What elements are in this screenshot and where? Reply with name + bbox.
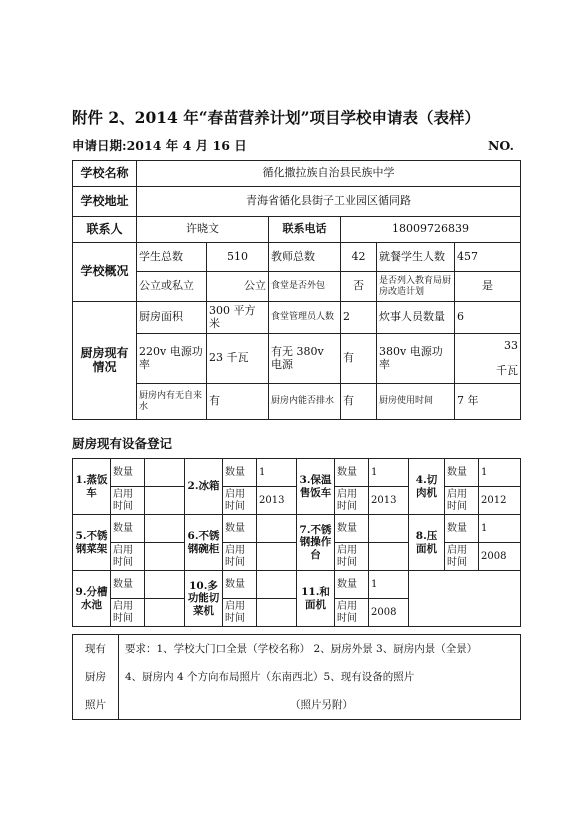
equipment-qty-label: 数量	[223, 515, 257, 543]
equipment-year: 2008	[369, 599, 409, 627]
school-name: 循化撒拉族自治县民族中学	[137, 161, 521, 187]
cooks-label: 炊事人员数量	[377, 302, 455, 334]
equipment-name: 6.不锈钢碗柜	[185, 515, 223, 571]
equipment-qty	[369, 515, 409, 543]
equipment-year	[257, 599, 297, 627]
equipment-year	[145, 487, 185, 515]
equipment-qty-label: 数量	[223, 571, 257, 599]
equipment-year: 2008	[479, 543, 521, 571]
equipment-qty	[257, 515, 297, 543]
equipment-time-label: 启用时间	[223, 543, 257, 571]
teachers-label: 教师总数	[269, 243, 341, 272]
equipment-qty-label: 数量	[335, 571, 369, 599]
form-title: 附件 2、2014 年“春苗营养计划”项目学校申请表（表样）	[72, 108, 481, 127]
diners-count: 457	[455, 243, 521, 272]
school-address-label: 学校地址	[73, 187, 137, 217]
drain-label: 厨房内能否排水	[269, 384, 341, 420]
equipment-time-label: 启用时间	[335, 543, 369, 571]
power380-label: 380v 电源功率	[377, 334, 455, 384]
has380: 有	[341, 334, 377, 384]
equipment-year: 2013	[369, 487, 409, 515]
equipment-qty: 1	[479, 515, 521, 543]
equipment-name: 10.多功能切菜机	[185, 571, 223, 627]
school-info-table	[72, 160, 521, 420]
equipment-year	[257, 543, 297, 571]
equipment-time-label: 启用时间	[445, 543, 479, 571]
water: 有	[207, 384, 269, 420]
equipment-time-label: 启用时间	[223, 599, 257, 627]
kitchen-area-label: 厨房面积	[137, 302, 207, 334]
equipment-table	[72, 458, 521, 627]
school-type-label: 公立或私立	[137, 272, 207, 302]
students-count: 510	[207, 243, 269, 272]
kitchen-area: 300 平方米	[207, 302, 269, 334]
equipment-qty	[145, 515, 185, 543]
equipment-name: 8.压面机	[409, 515, 445, 571]
application-number: NO.	[488, 138, 514, 153]
equipment-qty-label: 数量	[445, 459, 479, 487]
school-name-label: 学校名称	[73, 161, 137, 187]
equipment-time-label: 启用时间	[111, 487, 145, 515]
power380-unit: 千瓦	[496, 363, 519, 377]
canteen-outsourced-label: 食堂是否外包	[269, 272, 341, 302]
diners-label: 就餐学生人数	[377, 243, 455, 272]
cooks-count: 6	[455, 302, 521, 334]
power220: 23 千瓦	[207, 334, 269, 384]
equipment-name: 11.和面机	[297, 571, 335, 627]
water-label: 厨房内有无自来水	[137, 384, 207, 420]
equipment-qty	[145, 571, 185, 599]
has380-label: 有无 380v 电源	[269, 334, 341, 384]
equipment-name: 1.蒸饭车	[73, 459, 111, 515]
equipment-qty-label: 数量	[223, 459, 257, 487]
canteen-outsourced: 否	[341, 272, 377, 302]
power380-value: 33	[504, 338, 519, 352]
contact-person: 许晓文	[137, 217, 269, 243]
equipment-time-label: 启用时间	[335, 487, 369, 515]
apply-date: 申请日期:2014 年 4 月 16 日	[72, 138, 247, 153]
equipment-qty: 1	[369, 459, 409, 487]
equipment-qty-label: 数量	[445, 515, 479, 543]
equipment-qty-label: 数量	[335, 515, 369, 543]
equipment-qty: 1	[369, 571, 409, 599]
photos-side-1: 现有	[73, 635, 119, 664]
renovation-plan-label: 是否列入教育局厨房改造计划	[377, 272, 455, 302]
equipment-year	[145, 543, 185, 571]
managers-count: 2	[341, 302, 377, 334]
teachers-count: 42	[341, 243, 377, 272]
overview-label: 学校概况	[73, 243, 137, 302]
power220-label: 220v 电源功率	[137, 334, 207, 384]
equipment-name: 7.不锈钢操作台	[297, 515, 335, 571]
photos-attached-note: （照片另附）	[119, 691, 521, 720]
renovation-plan: 是	[455, 272, 521, 302]
equipment-time-label: 启用时间	[223, 487, 257, 515]
equipment-empty-cell	[409, 571, 521, 627]
equipment-qty	[257, 571, 297, 599]
equipment-heading: 厨房现有设备登记	[72, 436, 173, 451]
drain: 有	[341, 384, 377, 420]
equipment-year	[145, 599, 185, 627]
photos-table	[72, 634, 521, 720]
equipment-qty: 1	[257, 459, 297, 487]
kitchen-years: 7 年	[455, 384, 521, 420]
equipment-time-label: 启用时间	[335, 599, 369, 627]
equipment-qty-label: 数量	[111, 515, 145, 543]
contact-label: 联系人	[73, 217, 137, 243]
equipment-name: 4.切肉机	[409, 459, 445, 515]
equipment-qty: 1	[479, 459, 521, 487]
equipment-time-label: 启用时间	[111, 599, 145, 627]
equipment-qty-label: 数量	[335, 459, 369, 487]
equipment-year: 2012	[479, 487, 521, 515]
equipment-qty	[145, 459, 185, 487]
photos-side-2: 厨房	[73, 663, 119, 691]
equipment-qty-label: 数量	[111, 571, 145, 599]
equipment-year	[369, 543, 409, 571]
equipment-name: 3.保温售饭车	[297, 459, 335, 515]
school-address: 青海省循化县街子工业园区循同路	[137, 187, 521, 217]
managers-label: 食堂管理员人数	[269, 302, 341, 334]
school-type: 公立	[207, 272, 269, 302]
contact-phone: 18009726839	[341, 217, 521, 243]
students-label: 学生总数	[137, 243, 207, 272]
equipment-name: 2.冰箱	[185, 459, 223, 515]
equipment-name: 5.不锈钢菜架	[73, 515, 111, 571]
equipment-qty-label: 数量	[111, 459, 145, 487]
equipment-name: 9.分槽水池	[73, 571, 111, 627]
kitchen-label: 厨房现有情况	[73, 302, 137, 420]
phone-label: 联系电话	[269, 217, 341, 243]
photos-requirement-1: 要求：1、学校大门口全景（学校名称） 2、厨房外景 3、厨房内景（全景）	[119, 635, 521, 664]
photos-side-3: 照片	[73, 691, 119, 720]
power380	[455, 334, 521, 384]
equipment-time-label: 启用时间	[111, 543, 145, 571]
equipment-year: 2013	[257, 487, 297, 515]
kitchen-years-label: 厨房使用时间	[377, 384, 455, 420]
equipment-time-label: 启用时间	[445, 487, 479, 515]
photos-requirement-2: 4、厨房内 4 个方向布局照片（东南西北）5、现有设备的照片	[119, 663, 521, 691]
